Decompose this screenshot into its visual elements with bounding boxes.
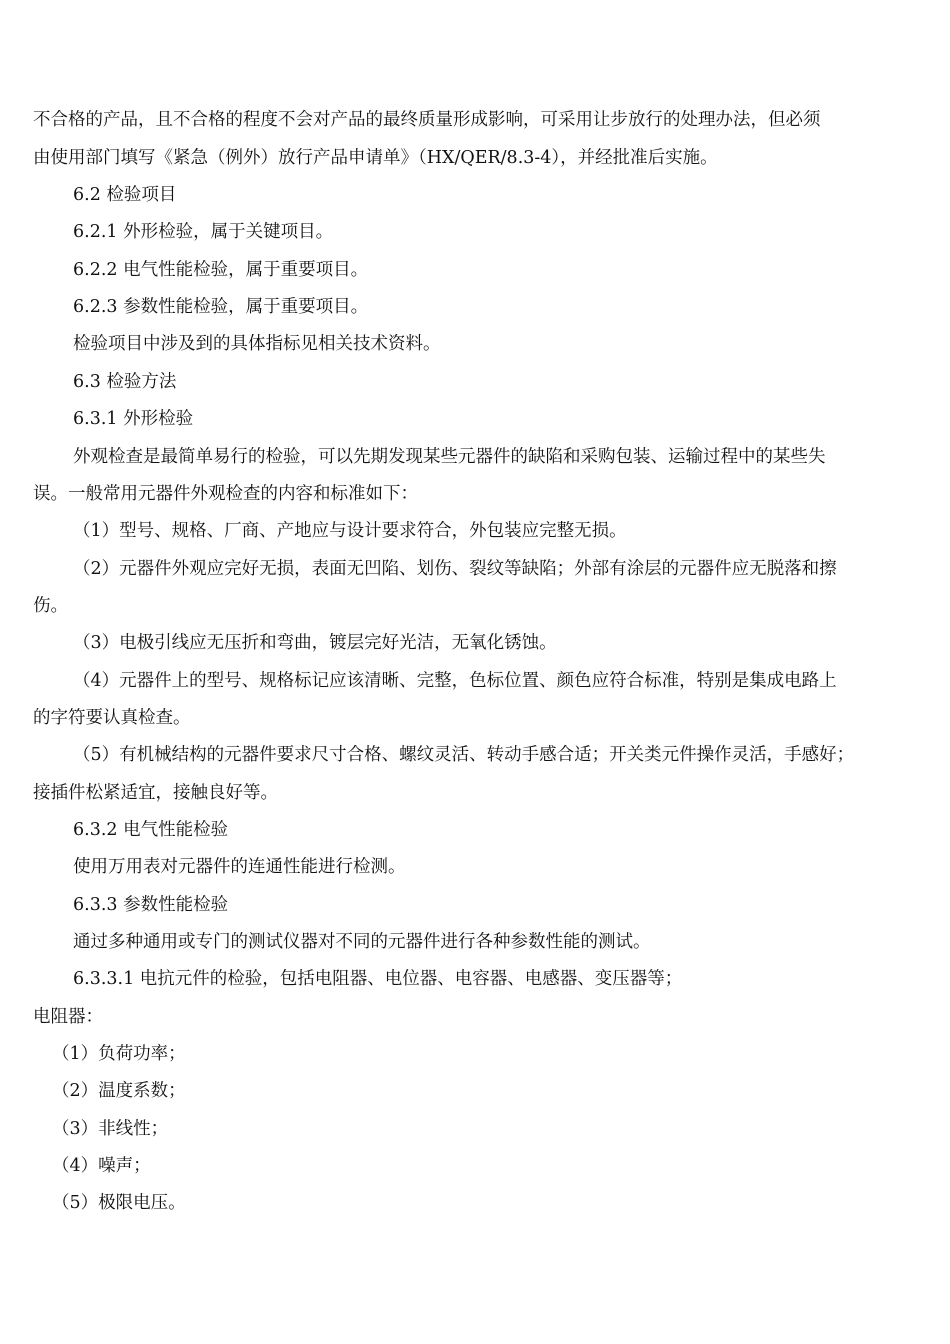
list-item: （4）元器件上的型号、规格标记应该清晰、完整，色标位置、颜色应符合标准，特别是集成电路上 [73,671,837,691]
text-line: 的字符要认真检查。 [33,708,191,728]
text-line: 不合格的产品，且不合格的程度不会对产品的最终质量形成影响，可采用让步放行的处理办法，但必须 [33,110,821,130]
section-heading: 6.2 检验项目 [73,185,177,205]
list-item: （3）非线性； [52,1119,169,1139]
list-item: （1）型号、规格、厂商、产地应与设计要求符合，外包装应完整无损。 [73,521,627,541]
list-item: （1）负荷功率； [52,1044,186,1064]
subsection-heading: 6.3.1 外形检验 [73,409,194,429]
text-line: 6.3.3.1 电抗元件的检验，包括电阻器、电位器、电容器、电感器、变压器等； [73,969,683,989]
list-item: （3）电极引线应无压折和弯曲，镀层完好光洁，无氧化锈蚀。 [73,633,557,653]
text-line: 外观检查是最简单易行的检验，可以先期发现某些元器件的缺陷和采购包装、运输过程中的某些失 [73,447,826,467]
text-line: 6.2.2 电气性能检验，属于重要项目。 [73,260,369,280]
text-line: 检验项目中涉及到的具体指标见相关技术资料。 [73,334,441,354]
list-item: （4）噪声； [52,1156,151,1176]
text-line: 接插件松紧适宜，接触良好等。 [33,783,278,803]
text-line: 伤。 [33,596,68,616]
text-line: 误。一般常用元器件外观检查的内容和标准如下： [33,484,418,504]
list-item: （2）元器件外观应完好无损，表面无凹陷、划伤、裂纹等缺陷；外部有涂层的元器件应无脱落和擦 [73,559,837,579]
list-item: （5）有机械结构的元器件要求尺寸合格、螺纹灵活、转动手感合适；开关类元件操作灵活，手感好； [73,745,855,765]
text-line: 使用万用表对元器件的连通性能进行检测。 [73,857,406,877]
section-heading: 6.3 检验方法 [73,372,177,392]
subsection-heading: 6.3.3 参数性能检验 [73,895,229,915]
text-line: 6.2.3 参数性能检验，属于重要项目。 [73,297,369,317]
text-line: 电阻器： [33,1007,103,1027]
text-line: 6.2.1 外形检验，属于关键项目。 [73,222,334,242]
text-line: 由使用部门填写《紧急（例外）放行产品申请单》（HX/QER/8.3-4），并经批准后实施。 [33,148,718,168]
list-item: （5）极限电压。 [52,1193,186,1213]
text-line: 通过多种通用或专门的测试仪器对不同的元器件进行各种参数性能的测试。 [73,932,651,952]
list-item: （2）温度系数； [52,1081,186,1101]
subsection-heading: 6.3.2 电气性能检验 [73,820,229,840]
